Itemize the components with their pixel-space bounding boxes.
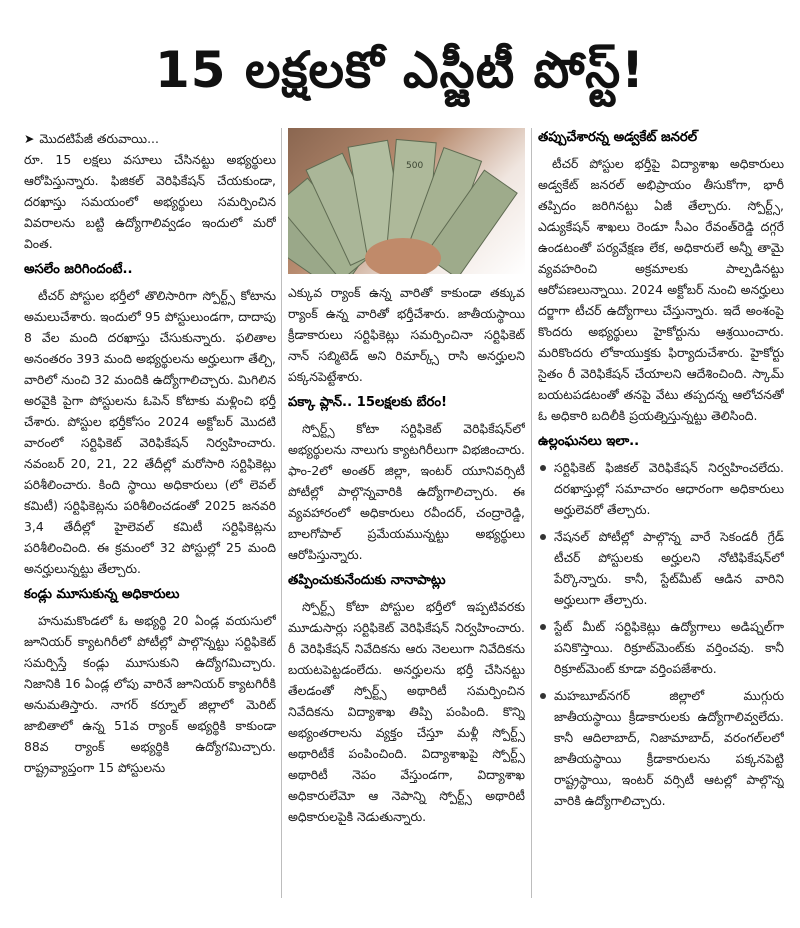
kicker: ➤ మొదటిపేజీ తరువాయి... xyxy=(24,128,276,149)
bullet-icon xyxy=(540,693,546,699)
column-1 xyxy=(24,128,276,908)
section-heading: కండ్లు మూసుకున్న అధికారులు xyxy=(24,587,180,602)
currency-notes-photo xyxy=(288,128,525,274)
body-paragraph: హనుమకొండలో ఓ అభ్యర్థి 20 ఏండ్ల వయసులో జూనియర్ క్యాటగిరీలో పోటీల్లో పాల్గొన్నట్టు సర్టిఫికెట్ సమర్పిస్తే కండ్లు మూసుకుని ఉద్యోగమిచ్చారు. నిజానికి 16 ఏండ్ల లోపు వారినే జూనియర్ క్యాటగిరీకి అనుమతిస్తారు. నాగర్ కర్నూల్ జిల్లాలో మెరిట్ జాబితాలో ఉన్న 51వ ర్యాంక్ అభ్యర్థికి కాకుండా 88వ ర్యాంక్ అభ్యర్థికి ఉద్యోగమిచ్చారు. రాష్ట్రవ్యాప్తంగా 15 పోస్టులను xyxy=(24,613,276,775)
list-item: సర్టిఫికెట్ ఫిజికల్ వెరిఫికేషన్ నిర్వహించలేదు. దరఖాస్తుల్లో సమాచారం ఆధారంగా అధికారులు అర్హులెవరో తేల్చారు. xyxy=(538,457,784,520)
violations-list xyxy=(538,457,784,811)
bullet-icon xyxy=(540,465,546,471)
section-heading: ఉల్లంఘనలు ఇలా.. xyxy=(538,434,640,449)
list-item: మహబూబ్‌నగర్ జిల్లాలో ముగ్గురు జాతీయస్థాయి క్రీడాకారులకు ఉద్యోగాలివ్వలేదు. కానీ ఆదిలాబాద్, నిజామాబాద్, వరంగల్‌లలో జాతీయస్థాయి క్రీడాకారులను పక్కనపెట్టి రాష్ట్రస్థాయి, ఇంటర్ వర్సిటీ ఆటల్లో పాల్గొన్న వారికి ఉద్యోగాలిచ్చారు. xyxy=(538,685,784,811)
section-heading: అసలేం జరిగిందంటే.. xyxy=(24,262,133,277)
currency-notes-illustration xyxy=(288,128,525,274)
body-paragraph: టీచర్ పోస్టుల భర్తీలో తొలిసారిగా స్పోర్ట్స్ కోటాను అమలుచేశారు. ఇందులో 95 పోస్టులుండగా, దాదాపు 8 వేల మంది దరఖాస్తు చేసుకున్నారు. ఫలితాల అనంతరం 393 మంది అభ్యర్థులను అర్హులుగా తేల్చి, వారిలో నుంచి 32 మందికి ఉద్యోగాలిచ్చారు. మిగిలిన అరవైకి పైగా పోస్టులను ఓపెన్ కోటాకు మళ్లించి భర్తీ చేశారు. పోస్టుల భర్తీకోసం 2024 అక్టోబర్ మొదటి వారంలో సర్టిఫికెట్ వెరిఫికేషన్ నిర్వహించారు. నవంబర్ 20, 21, 22 తేదీల్లో మరోసారి సర్టిఫికెట్లు పరిశీలించారు. కింది స్థాయి అధికారులు (లో లెవల్ కమిటీ) సర్టిఫికెట్లను పరిశీలించడంతో 2025 జనవరి 3,4 తేదీల్లో హైలెవల్ కమిటీ సర్టిఫికెట్లను పరిశీలించింది. ఈ క్రమంలో 32 పోస్టుల్లో 25 మంది అనర్హులున్నట్టు తేల్చారు. xyxy=(24,288,276,576)
bullet-icon xyxy=(540,534,546,540)
column-divider xyxy=(531,128,532,898)
body-paragraph: స్పోర్ట్స్ కోటా సర్టిఫికెట్ వెరిఫికేషన్‌లో అభ్యర్థులను నాలుగు క్యాటగిరీలుగా విభజించారు. ఫాం-2లో అంతర్ జిల్లా, ఇంటర్ యూనివర్సిటీ పోటీల్లో పాల్గొన్నవారికి ఉద్యోగాలిచ్చారు. ఈ వ్యవహారంలో అధికారులు రవీందర్, చంద్రారెడ్డి, బాలగోపాల్ ప్రమేయమున్నట్టు అభ్యర్థులు ఆరోపిస్తున్నారు. xyxy=(288,421,525,562)
intro-paragraph: రూ. 15 లక్షలు వసూలు చేసినట్టు అభ్యర్థులు ఆరోపిస్తున్నారు. ఫిజికల్ వెరిఫికేషన్ చేయకుండా, దరఖాస్తు సమయంలో అభ్యర్థులు సమర్పించిన వివరాలను బట్టి ఉద్యోగాలివ్వడం ఇందులో మరో వింత. xyxy=(24,152,276,251)
column-2 xyxy=(288,128,525,908)
column-3 xyxy=(538,128,784,908)
body-paragraph: టీచర్ పోస్టుల భర్తీపై విద్యాశాఖ అధికారులు అడ్వకేట్ జనరల్ అభిప్రాయం తీసుకోగా, భారీ తప్పిదం జరిగినట్టు ఏజీ తేల్చారు. స్పోర్ట్స్, ఎడ్యుకేషన్ శాఖలు రెండూ సీఎం రేవంత్‌రెడ్డి దగ్గరే ఉండటంతో పర్యవేక్షణ లేక, అధికారులే అన్నీ తామై వ్యవహరించి అక్రమాలకు పాల్పడినట్టు ఆరోపణలున్నాయి. 2024 అక్టోబర్ నుంచి అనర్హులు దర్జాగా టీచర్ ఉద్యోగాలు చేస్తున్నారు. ఇదే అంశంపై కొందరు అభ్యర్థులు హైకోర్టును ఆశ్రయించారు. మరికొందరు లోకాయుక్తకు ఫిర్యాదుచేశారు. హైకోర్టు సైతం రీ వెరిఫికేషన్ చేయాలని ఆదేశించింది. స్కామ్ బయటపడటంతో తనపై వేటు తప్పదన్న ఆలోచనతో ఓ అధికారి బదిలీకి ప్రయత్నిస్తున్నట్టు తెలిసింది. xyxy=(538,156,784,423)
bullet-icon xyxy=(540,624,546,630)
list-item: నేషనల్ పోటీల్లో పాల్గొన్న వారే సెకండరీ గ్రేడ్ టీచర్ పోస్టులకు అర్హులని నోటిఫికేషన్‌లో పేర్కొన్నారు. కానీ, స్టేట్‌మీట్ ఆడిన వారిని అర్హులుగా తేల్చారు. xyxy=(538,526,784,610)
headline: 15 లక్షలకో ఎస్జీటీ పోస్ట్! xyxy=(155,41,645,99)
arrow-right-icon: ➤ xyxy=(24,131,35,146)
note-label: 500 xyxy=(406,161,424,171)
section-heading: తప్పించుకునేందుకు నానాపాట్లు xyxy=(288,573,446,588)
section-heading: తప్పుచేశారన్న అడ్వకేట్ జనరల్ xyxy=(538,130,698,145)
list-item: స్టేట్ మీట్ సర్టిఫికెట్లు ఉద్యోగాలు అడిష్నల్‌గా పనికొస్తాయి. రిక్రూట్‌మెంట్‌కు వర్తించవు. కానీ రిక్రూట్‌మెంట్ కూడా వర్తింపజేశారు. xyxy=(538,616,784,679)
body-paragraph: స్పోర్ట్స్ కోటా పోస్టుల భర్తీలో ఇప్పటివరకు మూడుసార్లు సర్టిఫికెట్ వెరిఫికేషన్ నిర్వహించారు. రీ వెరిఫికేషన్ నివేదికను ఆరు నెలలుగా నివేదికను బయటపెట్టడంలేదు. అనర్హులను భర్తీ చేసినట్టు తేలడంతో స్పోర్ట్స్ అథారిటీ సమర్పించిన నివేదికను విద్యాశాఖ తిప్పి పంపింది. కొన్ని అభ్యంతరాలను వ్యక్తం చేస్తూ మళ్లీ స్పోర్ట్స్ అథారిటీకే పంపించింది. విద్యాశాఖపై స్పోర్ట్స్ అథారిటీ నెపం వేస్తుండగా, విద్యాశాఖ అధికారులేమో ఆ నెపాన్ని స్పోర్ట్స్ అథారిటీ అధికారులపైకి నెడుతున్నారు. xyxy=(288,599,525,824)
column-divider xyxy=(281,128,282,898)
body-paragraph: ఎక్కువ ర్యాంక్ ఉన్న వారితో కాకుండా తక్కువ ర్యాంక్ ఉన్న వారితో భర్తీచేశారు. జాతీయస్థాయి క్రీడాకారులు సర్టిఫికెట్లు సమర్పించినా సర్టిఫికెట్ నాన్ సబ్మిటెడ్ అని రిమార్క్స్ రాసి అనర్హులని పక్కనపెట్టేశారు. xyxy=(288,285,525,384)
section-heading: పక్కా ప్లాన్.. 15లక్షలకు బేరం! xyxy=(288,395,448,410)
